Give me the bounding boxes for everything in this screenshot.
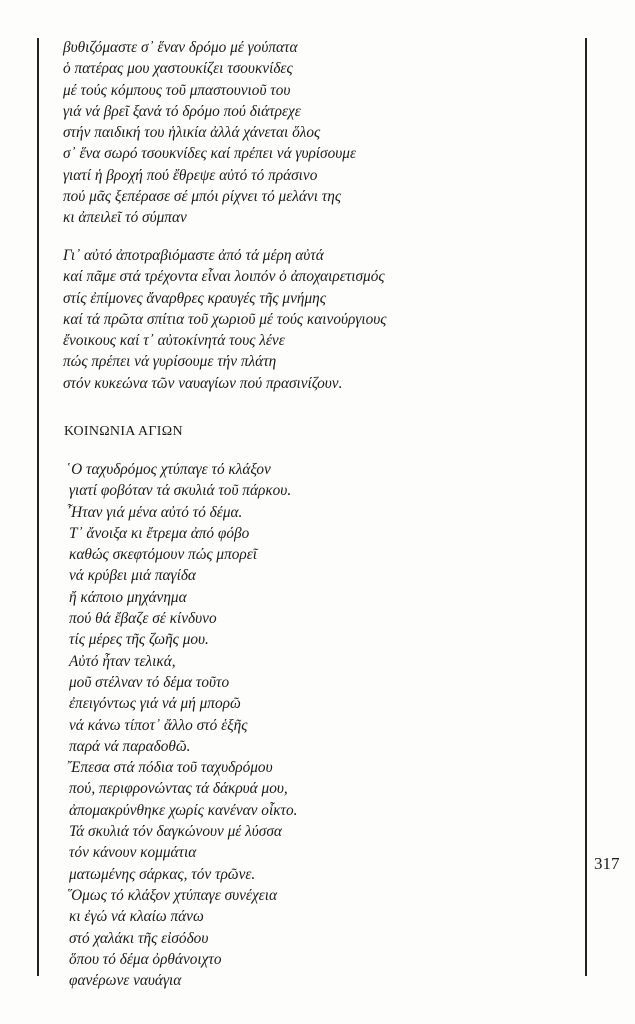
- verse-line: ἀπομακρύνθηκε χωρίς κανέναν οἶκτο.: [69, 801, 298, 819]
- verse-line: νά κρύβει μιά παγίδα: [69, 567, 196, 585]
- verse-line: ὁ πατέρας μου χαστουκίζει τσουκνίδες: [63, 60, 293, 78]
- verse-line: γιατί ἡ βροχή πού ἔθρεψε αὐτό τό πράσινο: [63, 166, 318, 184]
- verse-line: κι ἀπειλεῖ τό σύμπαν: [63, 209, 187, 227]
- verse-line: στήν παιδική του ἡλικία ἀλλά χάνεται ὅλος: [63, 124, 321, 142]
- verse-line: βυθιζόμαστε σ᾽ ἕναν δρόμο μέ γούπατα: [63, 39, 298, 56]
- verse-line: ῎Επεσα στά πόδια τοῦ ταχυδρόμου: [66, 759, 273, 777]
- verse-line: Αὐτό ἦταν τελικά,: [69, 652, 176, 670]
- verse-line: ῏Ηταν γιά μένα αὐτό τό δέμα.: [66, 503, 243, 521]
- verse-line: Γι᾽ αὐτό ἀποτραβιόμαστε ἀπό τά μέρη αὐτά: [63, 247, 324, 264]
- poem-body: [66, 459, 297, 991]
- verse-line: φανέρωνε ναυάγια: [69, 972, 182, 990]
- verse-line: πώς πρέπει νά γυρίσουμε τήν πλάτη: [63, 353, 277, 371]
- verse-line: τόν κάνουν κομμάτια: [69, 844, 197, 862]
- verse-line: τίς μέρες τῆς ζωῆς μου.: [69, 631, 209, 649]
- verse-line: πού θά ἔβαζε σέ κίνδυνο: [69, 610, 217, 628]
- verse-line: πού, περιφρονώντας τά δάκρυά μου,: [69, 780, 288, 798]
- stanza-1: [63, 37, 356, 229]
- verse-line: γιατί φοβόταν τά σκυλιά τοῦ πάρκου.: [69, 482, 292, 500]
- page-number: 317: [594, 854, 620, 873]
- verse-line: ἔνοικους καί τ᾽ αὐτοκίνητά τους λένε: [63, 332, 285, 350]
- verse-line: γιά νά βρεῖ ξανά τό δρόμο πού διάτρεχε: [63, 102, 301, 120]
- verse-line: ῾Ο ταχυδρόμος χτύπαγε τό κλάξον: [66, 461, 271, 478]
- verse-line: μέ τούς κόμπους τοῦ μπαστουνιοῦ του: [63, 81, 291, 99]
- verse-line: πού μᾶς ξεπέρασε σέ μπόι ρίχνει τό μελάνι της: [63, 188, 342, 206]
- verse-line: καθώς σκεφτόμουν πώς μπορεῖ: [69, 546, 258, 564]
- verse-line: νά κάνω τίποτ᾽ ἄλλο στό ἑξῆς: [69, 716, 248, 734]
- verse-line: στόν κυκεώνα τῶν ναυαγίων πού πρασινίζουν.: [63, 374, 343, 392]
- verse-line: καί πᾶμε στά τρέχοντα εἶναι λοιπόν ὁ ἀποχαιρετισμός: [63, 268, 385, 286]
- right-margin-rule: [585, 38, 587, 976]
- verse-line: Τ᾽ ἄνοιξα κι ἔτρεμα ἀπό φόβο: [69, 524, 250, 542]
- poem-title: ΚΟΙΝΩΝΙΑ ΑΓΙΩΝ: [64, 424, 183, 439]
- verse-line: μοῦ στέλναν τό δέμα τοῦτο: [69, 673, 230, 691]
- stanza-2: [63, 245, 387, 394]
- verse-line: παρά νά παραδοθῶ.: [69, 737, 191, 755]
- verse-line: ῞Ομως τό κλάξον χτύπαγε συνέχεια: [66, 886, 277, 904]
- verse-line: σ᾽ ἕνα σωρό τσουκνίδες καί πρέπει νά γυρίσουμε: [63, 145, 356, 163]
- verse-line: καί τά πρῶτα σπίτια τοῦ χωριοῦ μέ τούς καινούργιους: [63, 310, 387, 328]
- verse-line: ἐπειγόντως γιά νά μή μπορῶ: [69, 695, 241, 713]
- verse-line: κι ἐγώ νά κλαίω πάνω: [69, 908, 204, 926]
- left-margin-rule: [37, 38, 39, 976]
- verse-line: στίς ἐπίμονες ἄναρθρες κραυγές τῆς μνήμης: [63, 289, 326, 307]
- verse-line: ἤ κάποιο μηχάνημα: [69, 588, 187, 606]
- verse-line: ὅπου τό δέμα ὀρθάνοιχτο: [69, 950, 222, 968]
- verse-line: στό χαλάκι τῆς εἰσόδου: [69, 929, 209, 947]
- verse-line: ματωμένης σάρκας, τόν τρῶνε.: [69, 865, 256, 883]
- verse-line: Τά σκυλιά τόν δαγκώνουν μέ λύσσα: [69, 823, 282, 841]
